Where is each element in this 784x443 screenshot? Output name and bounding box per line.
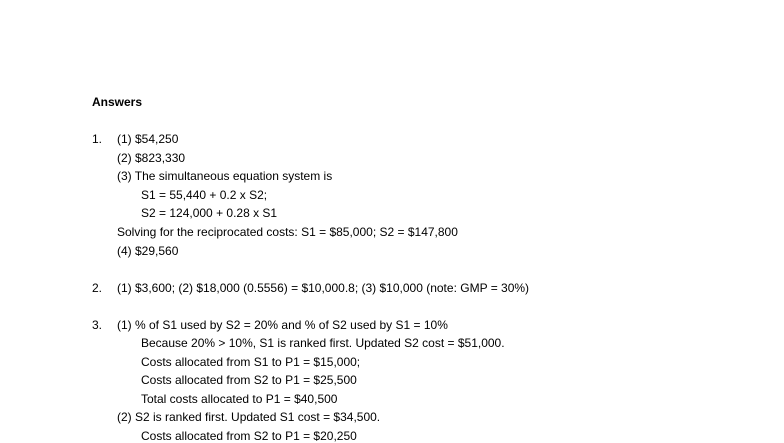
- q1-equation-1: S1 = 55,440 + 0.2 x S2;: [141, 188, 268, 202]
- q1-line-3: (3) The simultaneous equation system is: [117, 169, 333, 183]
- answers-heading: Answers: [92, 95, 143, 109]
- q3-line-2: Because 20% > 10%, S1 is ranked first. Updated S2 cost = $51,000.: [141, 336, 505, 350]
- q3-line-1: (1) % of S1 used by S2 = 20% and % of S2 used by S1 = 10%: [117, 318, 448, 332]
- q3-line-6: (2) S2 is ranked first. Updated S1 cost = $34,500.: [117, 410, 381, 424]
- q3-line-4: Costs allocated from S2 to P1 = $25,500: [141, 373, 357, 387]
- q3-line-7: Costs allocated from S2 to P1 = $20,250: [141, 429, 357, 443]
- q1-number: 1.: [92, 132, 103, 146]
- q1-equation-2: S2 = 124,000 + 0.28 x S1: [141, 206, 278, 220]
- q3-line-5: Total costs allocated to P1 = $40,500: [141, 392, 338, 406]
- q3-number: 3.: [92, 318, 103, 332]
- q1-line-2: (2) $823,330: [117, 151, 186, 165]
- q2-number: 2.: [92, 281, 103, 295]
- q1-line-1: (1) $54,250: [117, 132, 179, 146]
- q1-line-4: (4) $29,560: [117, 244, 179, 258]
- q3-line-3: Costs allocated from S1 to P1 = $15,000;: [141, 355, 361, 369]
- q1-solution: Solving for the reciprocated costs: S1 = $85,000; S2 = $147,800: [117, 225, 458, 239]
- q2-line-1: (1) $3,600; (2) $18,000 (0.5556) = $10,000.8; (3) $10,000 (note: GMP = 30%): [117, 281, 530, 295]
